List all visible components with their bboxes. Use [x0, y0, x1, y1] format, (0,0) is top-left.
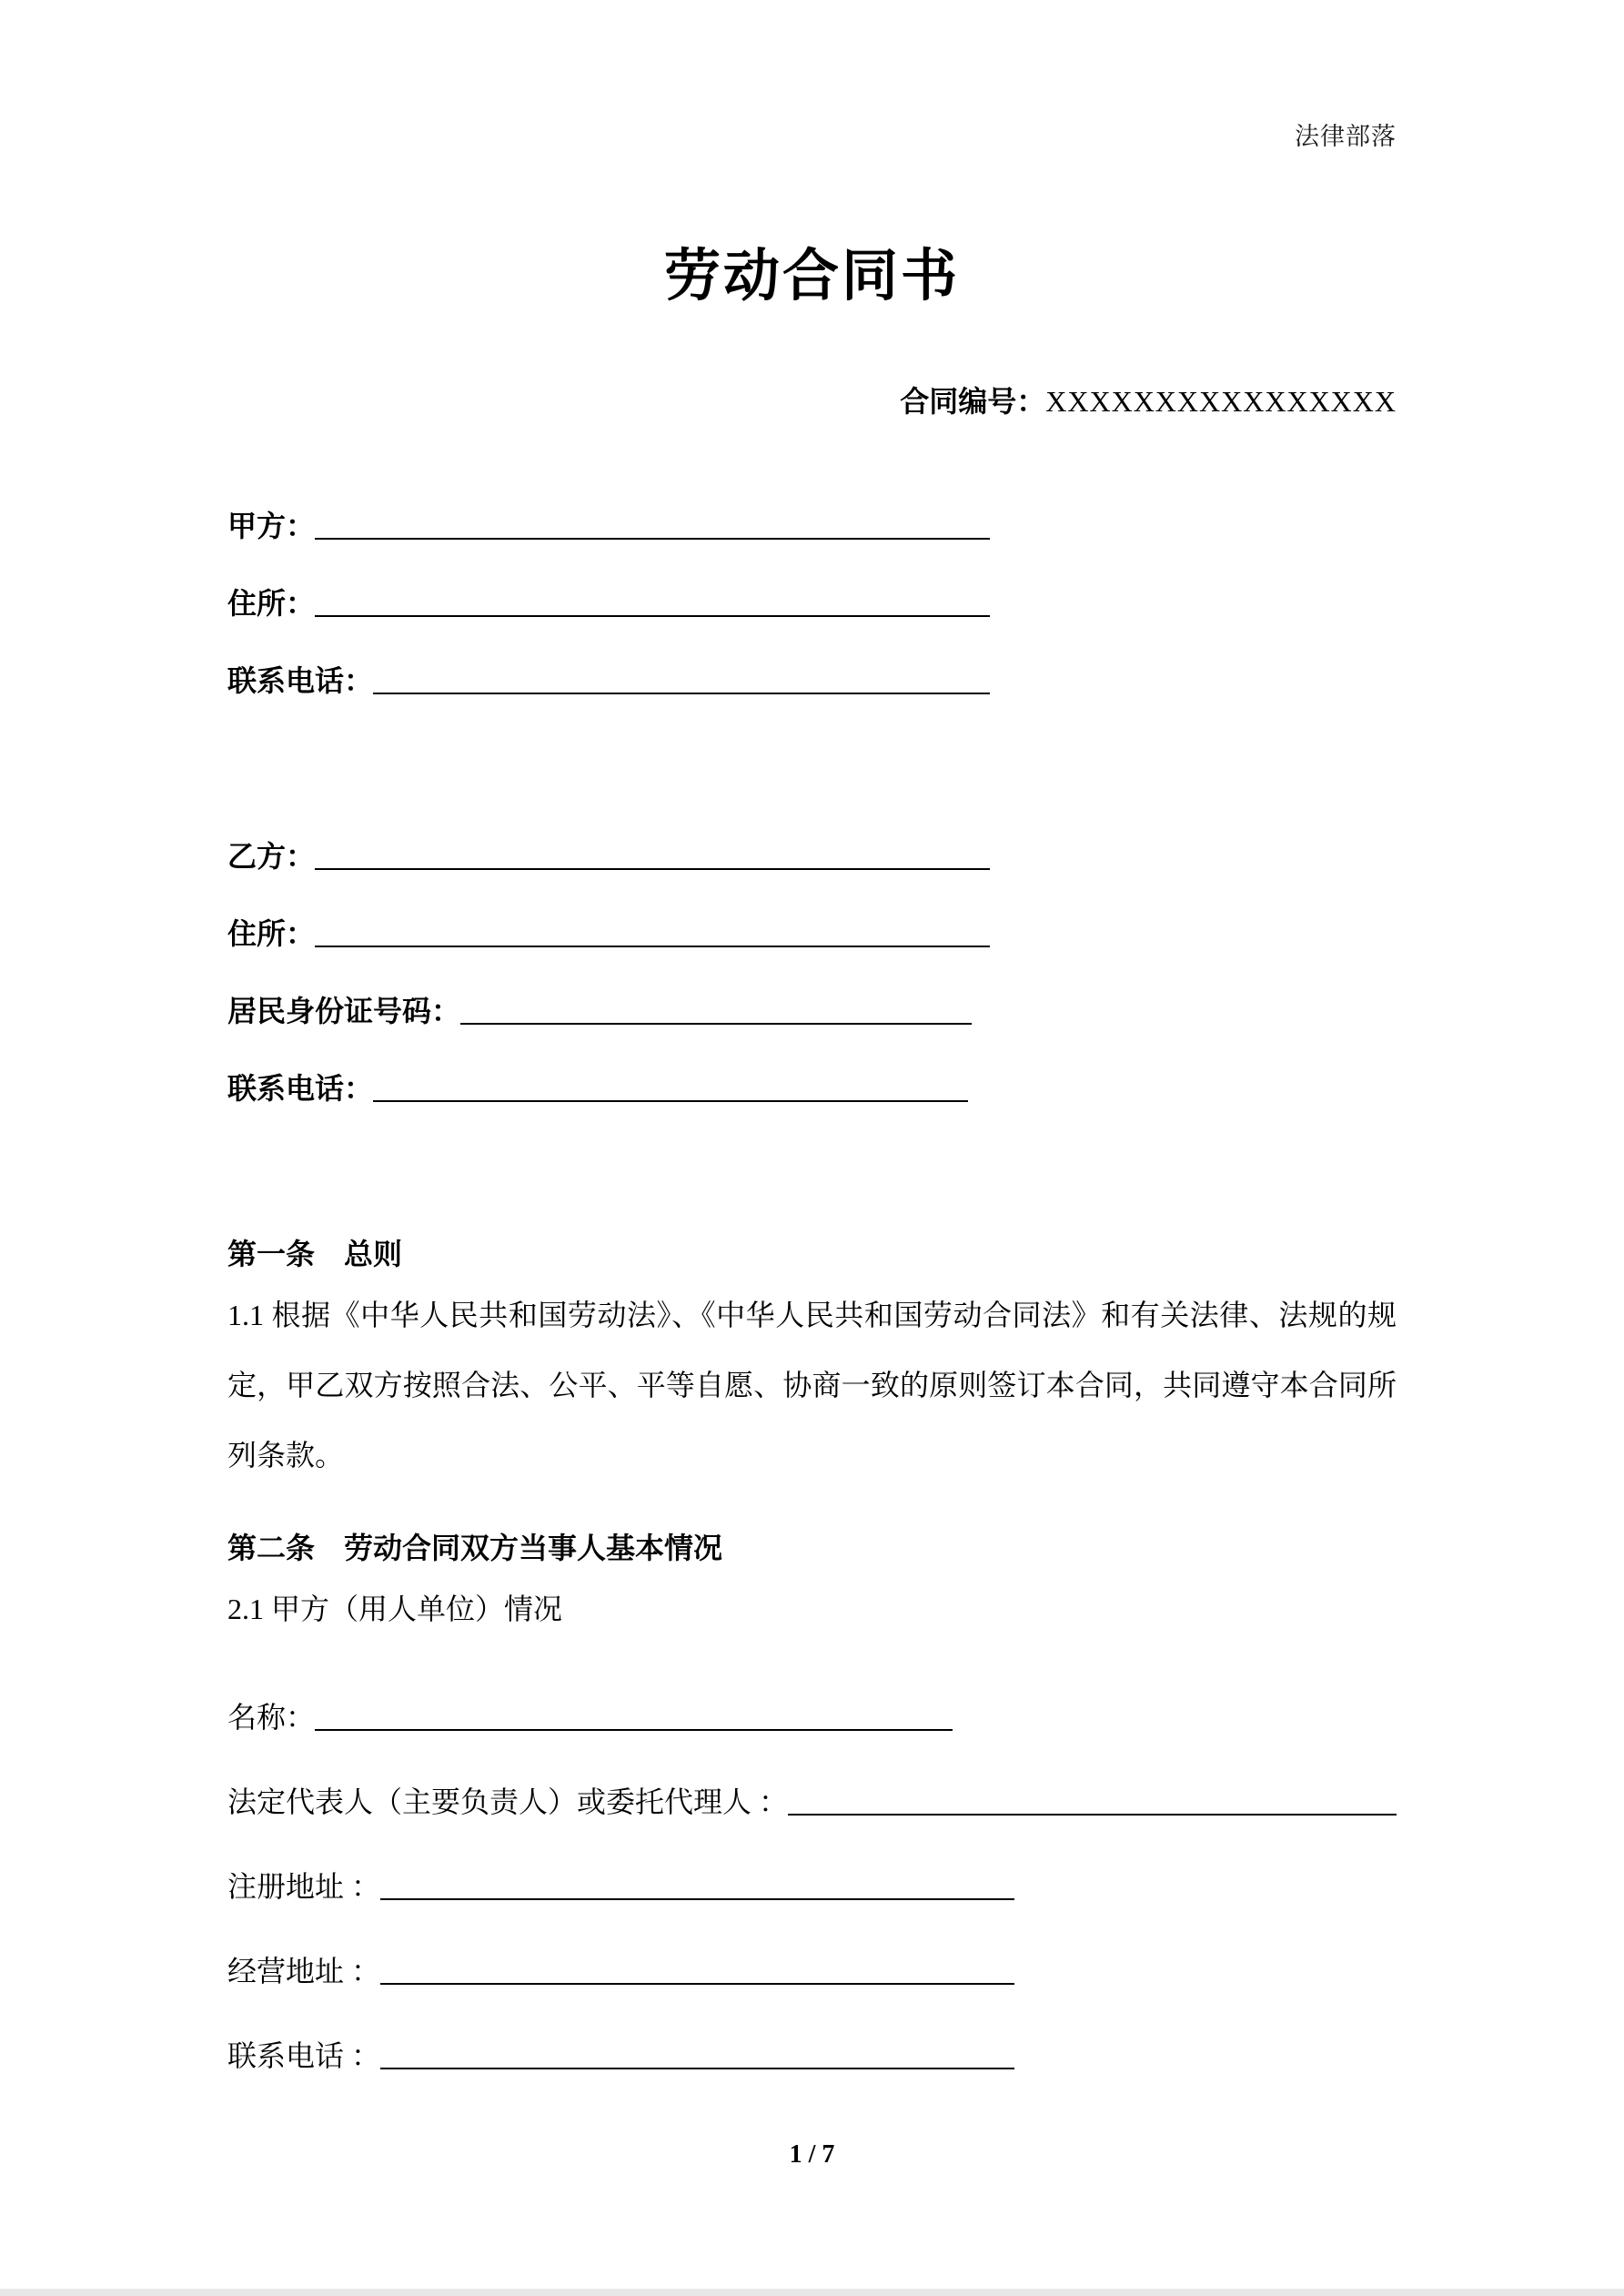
legal-representative-blank[interactable]: [788, 1814, 1397, 1816]
form-line-party-a-name: [227, 503, 1397, 545]
party-b-phone-label: 联系电话：: [227, 1072, 374, 1105]
employer-phone-label: 联系电话 ：: [227, 2039, 381, 2072]
article-2-heading: 第二条 劳动合同双方当事人基本情况: [227, 1532, 723, 1564]
page-number: 1 / 7: [789, 2140, 835, 2169]
employer-phone-blank[interactable]: [380, 2068, 1014, 2069]
business-address-label: 经营地址 ：: [227, 1955, 381, 1988]
form-line-registered-address: [227, 1864, 1397, 1906]
clause-1-1-text: 1.1 根据《中华人民共和国劳动法》、《中华人民共和国劳动合同法》和有关法律、法规的规定，甲乙双方按照合法、公平、平等自愿、协商一致的原则签订本合同，共同遵守本合同所列条款。: [227, 1299, 1397, 1472]
party-a-address-label: 住所：: [227, 587, 316, 620]
contract-number-label: 合同编号：: [900, 385, 1046, 418]
party-b-address-blank[interactable]: [315, 946, 990, 947]
form-line-party-b-id: [227, 988, 1397, 1030]
form-line-business-address: [227, 1948, 1397, 1990]
employer-name-label: 名称：: [227, 1701, 316, 1734]
party-b-name-blank[interactable]: [315, 868, 990, 870]
form-line-employer-name: [227, 1694, 1397, 1736]
party-b-name-label: 乙方：: [227, 840, 316, 873]
party-a-name-blank[interactable]: [315, 538, 990, 540]
party-a-phone-label: 联系电话：: [227, 664, 374, 697]
contract-number-value: XXXXXXXXXXXXXXXX: [1045, 385, 1397, 418]
form-line-employer-phone: [227, 2033, 1397, 2075]
page-bottom-edge: [0, 2289, 1624, 2296]
party-a-block: [227, 503, 1397, 700]
registered-address-blank[interactable]: [380, 1898, 1014, 1900]
party-b-phone-blank[interactable]: [373, 1100, 968, 1102]
party-b-address-label: 住所：: [227, 917, 316, 950]
party-b-block: [227, 834, 1397, 1108]
clause-2-1-text: 2.1 甲方（用人单位）情况: [227, 1593, 563, 1625]
party-a-name-label: 甲方：: [227, 510, 316, 542]
form-line-party-b-address: [227, 911, 1397, 953]
employer-info-fields: [227, 1694, 1397, 2075]
party-a-phone-blank[interactable]: [373, 693, 990, 694]
form-line-party-b-phone: [227, 1066, 1397, 1108]
party-a-address-blank[interactable]: [315, 615, 990, 617]
registered-address-label: 注册地址 ：: [227, 1870, 381, 1903]
contract-number-row: [227, 379, 1397, 417]
article-1-heading: 第一条 总则: [227, 1238, 403, 1270]
party-b-id-blank[interactable]: [460, 1023, 972, 1025]
form-line-legal-representative: [227, 1779, 1397, 1821]
form-line-party-a-address: [227, 581, 1397, 622]
form-line-party-a-phone: [227, 658, 1397, 700]
form-line-party-b-name: [227, 834, 1397, 875]
watermark-text: 法律部落: [1295, 123, 1397, 150]
document-title: 劳动合同书: [663, 246, 960, 308]
legal-representative-label: 法定代表人（主要负责人）或委托代理人 ：: [227, 1785, 789, 1818]
business-address-blank[interactable]: [380, 1983, 1014, 1985]
party-b-id-label: 居民身份证号码：: [227, 995, 461, 1027]
employer-name-blank[interactable]: [315, 1729, 953, 1731]
